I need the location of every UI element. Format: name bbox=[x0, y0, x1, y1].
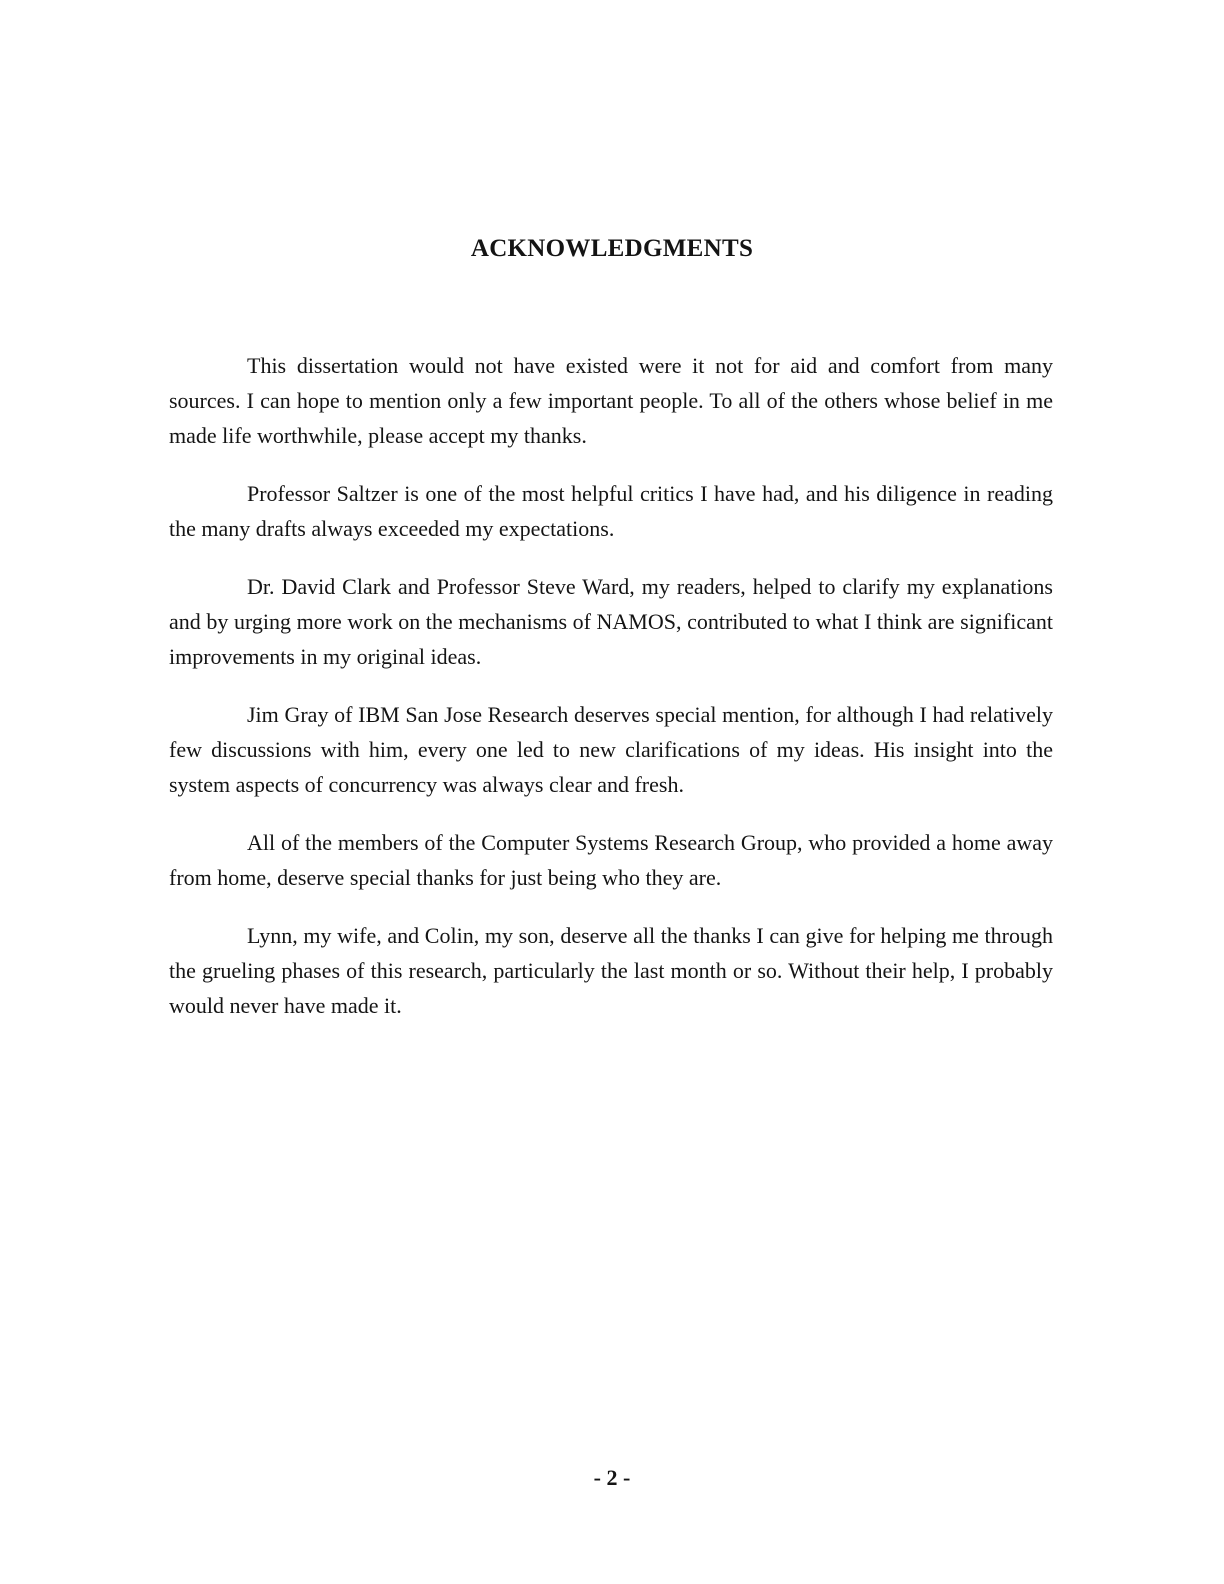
paragraph: All of the members of the Computer Systems Research Group, who provided a home away from home, deserve special thanks for just being who they are. bbox=[169, 830, 1053, 890]
paragraph: Lynn, my wife, and Colin, my son, deserve all the thanks I can give for helping me through the grueling phases of this research, particularly the last month or so. Without their help, I probably would never have made it. bbox=[169, 923, 1053, 1018]
paragraph: Jim Gray of IBM San Jose Research deserves special mention, for although I had relatively few discussions with him, every one led to new clarifications of my ideas. His insight into the system aspects of concurrency was always clear and fresh. bbox=[169, 702, 1053, 797]
paragraph: Professor Saltzer is one of the most helpful critics I have had, and his diligence in reading the many drafts always exceeded my expectations. bbox=[169, 481, 1053, 541]
acknowledgments-body bbox=[169, 348, 1053, 1046]
page-number: - 2 - bbox=[593, 1465, 631, 1490]
page-title: ACKNOWLEDGMENTS bbox=[470, 235, 754, 262]
paragraph: This dissertation would not have existed were it not for aid and comfort from many sources. I can hope to mention only a few important people. To all of the others whose belief in me made life worthwhile, please accept my thanks. bbox=[169, 353, 1053, 448]
paragraph: Dr. David Clark and Professor Steve Ward, my readers, helped to clarify my explanations and by urging more work on the mechanisms of NAMOS, contributed to what I think are significant improvements in my original ideas. bbox=[169, 574, 1053, 669]
